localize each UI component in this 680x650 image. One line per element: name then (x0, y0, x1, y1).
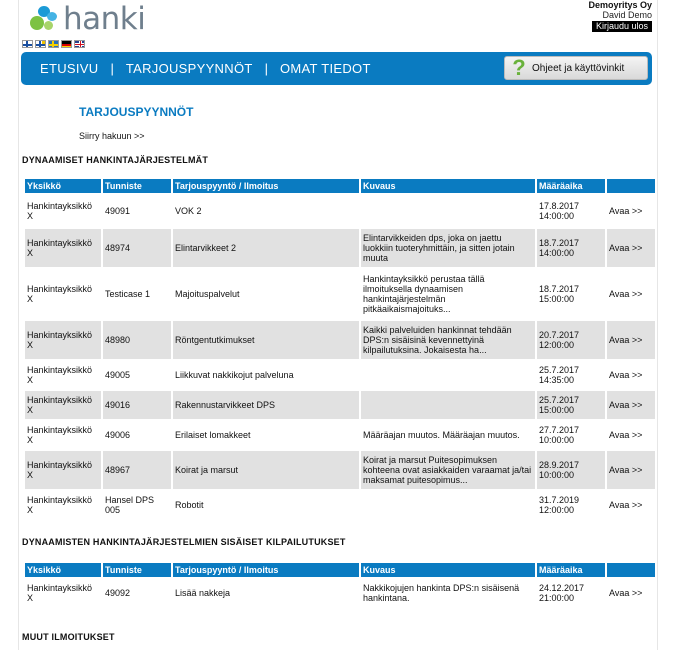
column-header-id: Tunniste (103, 563, 171, 577)
hanki-logo-icon (27, 4, 61, 34)
cell-deadline: 27.7.2017 10:00:00 (537, 420, 605, 450)
cell-description (361, 360, 535, 390)
cell-deadline: 24.12.2017 21:00:00 (537, 578, 605, 608)
page-title: TARJOUSPYYNNÖT (79, 105, 194, 119)
cell-deadline: 25.7.2017 14:35:00 (537, 360, 605, 390)
cell-id: 49005 (103, 360, 171, 390)
open-link[interactable]: Avaa >> (607, 578, 655, 608)
column-header-action (607, 563, 655, 577)
column-header-description: Kuvaus (361, 179, 535, 193)
open-link[interactable]: Avaa >> (607, 229, 655, 267)
cell-description (361, 490, 535, 520)
column-header-action (607, 179, 655, 193)
cell-unit: Hankintayksikkö X (25, 490, 101, 520)
column-header-unit: Yksikkö (25, 563, 101, 577)
cell-deadline: 25.7.2017 15:00:00 (537, 391, 605, 419)
cell-unit: Hankintayksikkö X (25, 321, 101, 359)
column-header-unit: Yksikkö (25, 179, 101, 193)
cell-id: Hansel DPS 005 (103, 490, 171, 520)
table-row (25, 229, 655, 267)
table-row (25, 420, 655, 450)
cell-id: 49092 (103, 578, 171, 608)
cell-deadline: 18.7.2017 15:00:00 (537, 268, 605, 320)
cell-unit: Hankintayksikkö X (25, 420, 101, 450)
cell-unit: Hankintayksikkö X (25, 451, 101, 489)
nav-etusivu[interactable]: ETUSIVU (40, 61, 99, 76)
table-header-row (25, 179, 655, 193)
cell-title: Elintarvikkeet 2 (173, 229, 359, 267)
cell-title: Liikkuvat nakkikojut palveluna (173, 360, 359, 390)
cell-description: Nakkikojujen hankinta DPS:n sisäisenä hankintana. (361, 578, 535, 608)
open-link[interactable]: Avaa >> (607, 490, 655, 520)
cell-id: 49016 (103, 391, 171, 419)
column-header-title: Tarjouspyyntö / Ilmoitus (173, 179, 359, 193)
nav-separator: | (264, 61, 268, 76)
section-heading: MUUT ILMOITUKSET (22, 632, 115, 642)
search-link[interactable]: Siirry hakuun >> (79, 131, 145, 141)
flag-finland-swedish-icon[interactable] (35, 40, 46, 48)
cell-id: 48967 (103, 451, 171, 489)
logo-text: hanki (63, 1, 146, 37)
cell-id: 49006 (103, 420, 171, 450)
section-heading: DYNAAMISET HANKINTAJÄRJESTELMÄT (22, 155, 209, 165)
cell-title: Robotit (173, 490, 359, 520)
table-row (25, 578, 655, 608)
cell-title: VOK 2 (173, 194, 359, 228)
cell-id: 49091 (103, 194, 171, 228)
column-header-deadline: Määräaika (537, 179, 605, 193)
table-row (25, 194, 655, 228)
cell-id: Testicase 1 (103, 268, 171, 320)
column-header-description: Kuvaus (361, 563, 535, 577)
cell-id: 48974 (103, 229, 171, 267)
logout-button[interactable]: Kirjaudu ulos (592, 21, 652, 32)
cell-title: Koirat ja marsut (173, 451, 359, 489)
flag-german-icon[interactable] (61, 40, 72, 48)
open-link[interactable]: Avaa >> (607, 420, 655, 450)
table-row (25, 391, 655, 419)
cell-title: Lisää nakkeja (173, 578, 359, 608)
help-label: Ohjeet ja käyttövinkit (532, 62, 625, 74)
cell-description: Kaikki palveluiden hankinnat tehdään DPS:n sisäisinä kevennettyinä kilpailutuksina. Jokaisesta ha... (361, 321, 535, 359)
table-row (25, 490, 655, 520)
hanki-logo[interactable] (27, 2, 145, 36)
nav-omat-tiedot[interactable]: OMAT TIEDOT (279, 61, 371, 76)
cell-title: Majoituspalvelut (173, 268, 359, 320)
cell-description: Elintarvikkeiden dps, joka on jaettu luokkiin tuoteryhmittäin, ja sitten jotain muuta (361, 229, 535, 267)
table-row (25, 451, 655, 489)
cell-deadline: 28.9.2017 10:00:00 (537, 451, 605, 489)
cell-unit: Hankintayksikkö X (25, 268, 101, 320)
table-row (25, 268, 655, 320)
table-row (25, 360, 655, 390)
cell-deadline: 17.8.2017 14:00:00 (537, 194, 605, 228)
cell-unit: Hankintayksikkö X (25, 360, 101, 390)
flag-english-icon[interactable] (74, 40, 85, 48)
column-header-title: Tarjouspyyntö / Ilmoitus (173, 563, 359, 577)
cell-unit: Hankintayksikkö X (25, 229, 101, 267)
procurement-table (23, 178, 657, 521)
open-link[interactable]: Avaa >> (607, 451, 655, 489)
nav-separator: | (110, 61, 114, 76)
cell-unit: Hankintayksikkö X (25, 194, 101, 228)
cell-title: Röntgentutkimukset (173, 321, 359, 359)
open-link[interactable]: Avaa >> (607, 194, 655, 228)
open-link[interactable]: Avaa >> (607, 268, 655, 320)
cell-unit: Hankintayksikkö X (25, 578, 101, 608)
open-link[interactable]: Avaa >> (607, 360, 655, 390)
cell-description: Hankintayksikkö perustaa tällä ilmoituksella dynaamisen hankintajärjestelmän pitkäaikaismajoituks... (361, 268, 535, 320)
column-header-id: Tunniste (103, 179, 171, 193)
main-navigation (21, 52, 652, 85)
cell-description: Määräajan muutos. Määräajan muutos. (361, 420, 535, 450)
column-header-deadline: Määräaika (537, 563, 605, 577)
help-button[interactable] (504, 56, 648, 80)
table-header-row (25, 563, 655, 577)
flag-finnish-icon[interactable] (22, 40, 33, 48)
cell-deadline: 31.7.2019 12:00:00 (537, 490, 605, 520)
cell-description: Koirat ja marsut Puitesopimuksen kohteena ovat asiakkaiden varaamat ja/tai maksamat puitesopimus... (361, 451, 535, 489)
company-name: Demoyritys Oy (588, 0, 652, 10)
cell-id: 48980 (103, 321, 171, 359)
language-flags (22, 40, 85, 48)
nav-tarjouspyynnot[interactable]: TARJOUSPYYNNÖT (125, 61, 253, 76)
cell-title: Rakennustarvikkeet DPS (173, 391, 359, 419)
cell-deadline: 20.7.2017 12:00:00 (537, 321, 605, 359)
cell-unit: Hankintayksikkö X (25, 391, 101, 419)
question-mark-icon: ? (512, 55, 526, 80)
cell-description (361, 194, 535, 228)
cell-description (361, 391, 535, 419)
user-name: David Demo (602, 10, 652, 20)
section-heading: DYNAAMISTEN HANKINTAJÄRJESTELMIEN SISÄISET KILPAILUTUKSET (22, 537, 346, 547)
procurement-table (23, 562, 657, 609)
cell-deadline: 18.7.2017 14:00:00 (537, 229, 605, 267)
user-box (588, 0, 652, 32)
cell-title: Erilaiset lomakkeet (173, 420, 359, 450)
open-link[interactable]: Avaa >> (607, 321, 655, 359)
open-link[interactable]: Avaa >> (607, 391, 655, 419)
table-row (25, 321, 655, 359)
flag-swedish-icon[interactable] (48, 40, 59, 48)
